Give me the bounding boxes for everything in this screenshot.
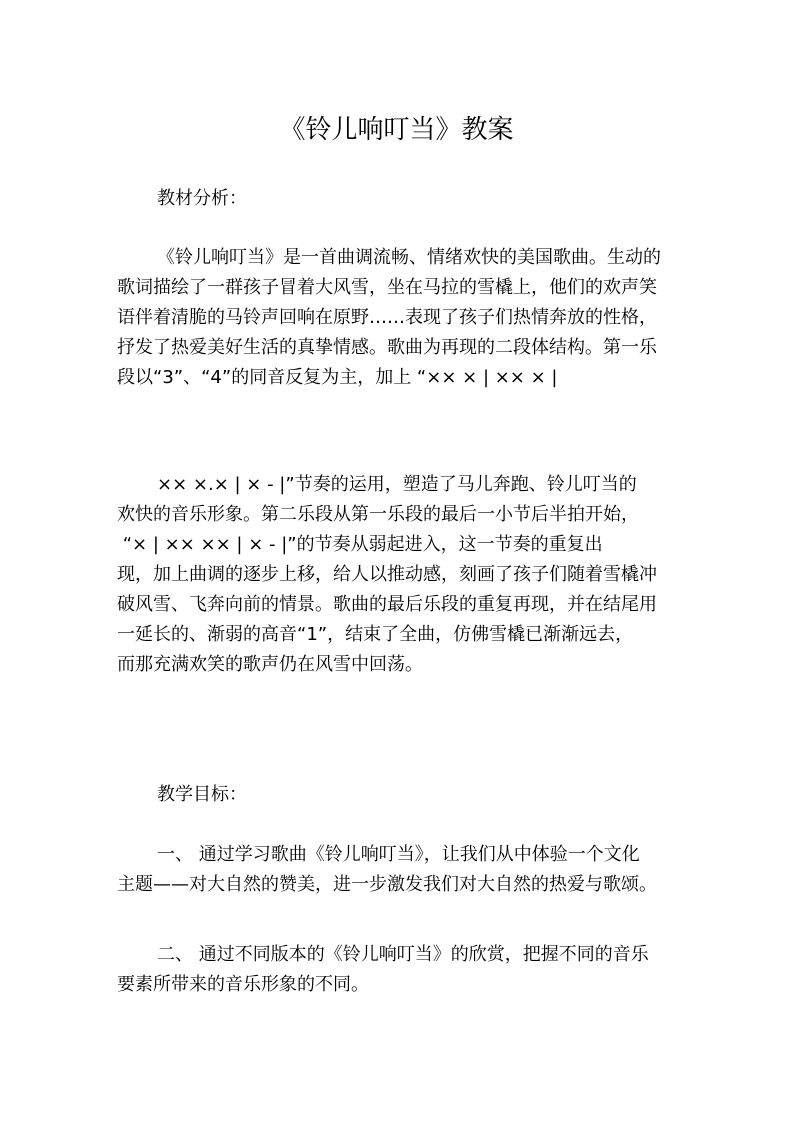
paragraph-line: 段以“3”、“4”的同音反复为主，加上 “×× × | ×× × | <box>117 367 558 388</box>
paragraph-line: 主题——对大自然的赞美，进一步激发我们对大自然的热爱与歌颂。 <box>117 874 657 895</box>
paragraph-line: 歌词描绘了一群孩子冒着大风雪，坐在马拉的雪橇上，他们的欢声笑 <box>117 277 657 298</box>
paragraph-line: 要素所带来的音乐形象的不同。 <box>117 974 369 995</box>
paragraph-line: “× | ×× ×× | × - |”的节奏从弱起进入，这一节奏的重复出 <box>117 534 603 555</box>
paragraph-goal-2 <box>117 940 677 1000</box>
paragraph-line: ×× ×.× | × - |”节奏的运用，塑造了马儿奔跑、铃儿叮当的 <box>157 474 637 495</box>
heading-text: 教材分析： <box>157 188 247 209</box>
paragraph-line: 欢快的音乐形象。第二乐段从第一乐段的最后一小节后半拍开始， <box>117 504 639 525</box>
document-title: 《铃儿响叮当》教案 <box>279 115 514 145</box>
paragraph-goal-1 <box>117 840 677 900</box>
paragraph-line: 破风雪、飞奔向前的情景。歌曲的最后乐段的重复再现，并在结尾用 <box>117 594 657 615</box>
paragraph-line: 现，加上曲调的逐步上移，给人以推动感，刻画了孩子们随着雪橇冲 <box>117 564 657 585</box>
paragraph-analysis-2 <box>117 470 677 680</box>
paragraph-line: 《铃儿响叮当》是一首曲调流畅、情绪欢快的美国歌曲。生动的 <box>157 247 661 268</box>
paragraph-line: 而那充满欢笑的歌声仍在风雪中回荡。 <box>117 654 423 675</box>
paragraph-line: 二、 通过不同版本的《铃儿响叮当》的欣赏，把握不同的音乐 <box>157 944 649 965</box>
paragraph-analysis-1 <box>117 243 677 393</box>
paragraph-line: 抒发了热爱美好生活的真挚情感。歌曲为再现的二段体结构。第一乐 <box>117 337 657 358</box>
paragraph-line: 一、 通过学习歌曲《铃儿响叮当》，让我们从中体验一个文化 <box>157 844 640 865</box>
section-heading-goals <box>117 780 677 810</box>
paragraph-line: 语伴着清脆的马铃声回响在原野……表现了孩子们热情奔放的性格， <box>117 307 657 328</box>
section-heading-analysis <box>117 184 677 214</box>
heading-text: 教学目标： <box>157 784 247 805</box>
paragraph-line: 一延长的、渐弱的高音“1”，结束了全曲，仿佛雪橇已渐渐远去， <box>117 624 634 645</box>
